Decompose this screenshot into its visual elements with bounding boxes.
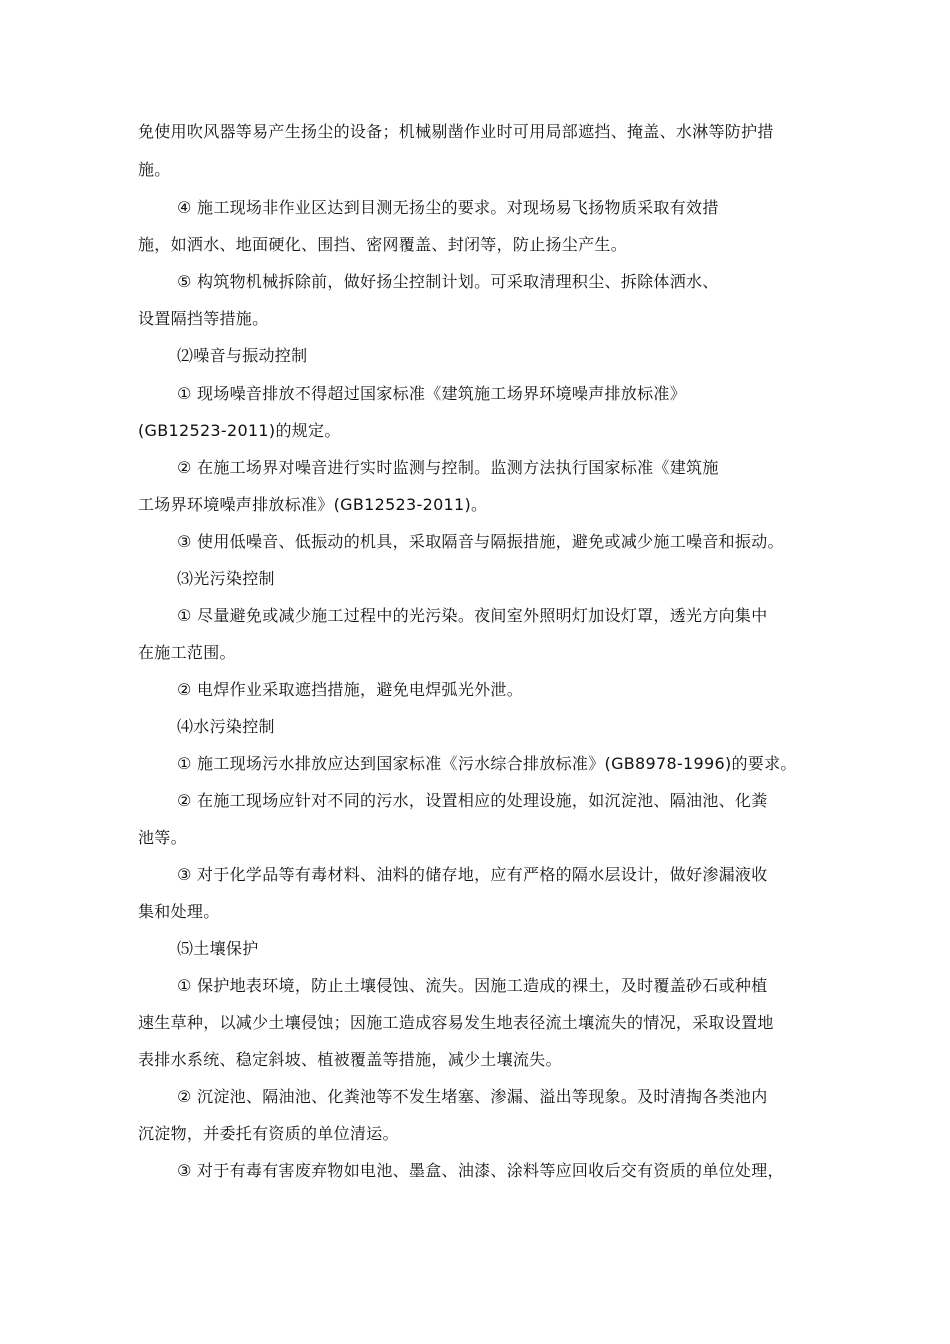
list-item: ② 在施工现场应针对不同的污水，设置相应的处理设施，如沉淀池、隔油池、化粪 (177, 791, 768, 810)
text-line: 池等。 (138, 828, 187, 847)
list-item: ③ 对于有毒有害废弃物如电池、墨盒、油漆、涂料等应回收后交有资质的单位处理， (177, 1161, 784, 1180)
section-heading: ⑸土壤保护 (177, 939, 259, 958)
list-item: ② 沉淀池、隔油池、化粪池等不发生堵塞、渗漏、溢出等现象。及时清掏各类池内 (177, 1087, 768, 1106)
list-item: ③ 使用低噪音、低振动的机具，采取隔音与隔振措施，避免或减少施工噪音和振动。 (177, 532, 784, 551)
list-item: ① 尽量避免或减少施工过程中的光污染。夜间室外照明灯加设灯罩，透光方向集中 (177, 606, 768, 625)
text-line: 免使用吹风器等易产生扬尘的设备；机械剔凿作业时可用局部遮挡、掩盖、水淋等防护措 (138, 122, 774, 141)
text-line: 表排水系统、稳定斜坡、植被覆盖等措施，减少土壤流失。 (138, 1050, 562, 1069)
list-item: ② 在施工场界对噪音进行实时监测与控制。监测方法执行国家标准《建筑施 (177, 458, 719, 477)
text-line: 在施工范围。 (138, 643, 236, 662)
section-heading: ⑶光污染控制 (177, 569, 275, 588)
list-item: ⑤ 构筑物机械拆除前，做好扬尘控制计划。可采取清理积尘、拆除体洒水、 (177, 272, 719, 291)
text-line: 设置隔挡等措施。 (138, 309, 269, 328)
list-item: ④ 施工现场非作业区达到目测无扬尘的要求。对现场易飞扬物质采取有效措 (177, 198, 719, 217)
section-heading: ⑵噪音与振动控制 (177, 346, 308, 365)
text-line: 工场界环境噪声排放标准》(GB12523-2011)。 (138, 495, 488, 514)
list-item: ① 施工现场污水排放应达到国家标准《污水综合排放标准》(GB8978-1996)的要求。 (177, 754, 797, 773)
text-line: 施。 (138, 160, 171, 179)
section-heading: ⑷水污染控制 (177, 717, 275, 736)
text-line: 施，如洒水、地面硬化、围挡、密网覆盖、封闭等，防止扬尘产生。 (138, 235, 628, 254)
text-line: 沉淀物，并委托有资质的单位清运。 (138, 1124, 399, 1143)
text-line: 速生草种，以减少土壤侵蚀；因施工造成容易发生地表径流土壤流失的情况，采取设置地 (138, 1013, 774, 1032)
text-line: 集和处理。 (138, 902, 220, 921)
list-item: ② 电焊作业采取遮挡措施，避免电焊弧光外泄。 (177, 680, 524, 699)
list-item: ③ 对于化学品等有毒材料、油料的储存地，应有严格的隔水层设计，做好渗漏液收 (177, 865, 768, 884)
list-item: ① 保护地表环境，防止土壤侵蚀、流失。因施工造成的裸土，及时覆盖砂石或种植 (177, 976, 768, 995)
list-item: ① 现场噪音排放不得超过国家标准《建筑施工场界环境噪声排放标准》 (177, 384, 687, 403)
text-line: (GB12523-2011)的规定。 (138, 421, 341, 440)
